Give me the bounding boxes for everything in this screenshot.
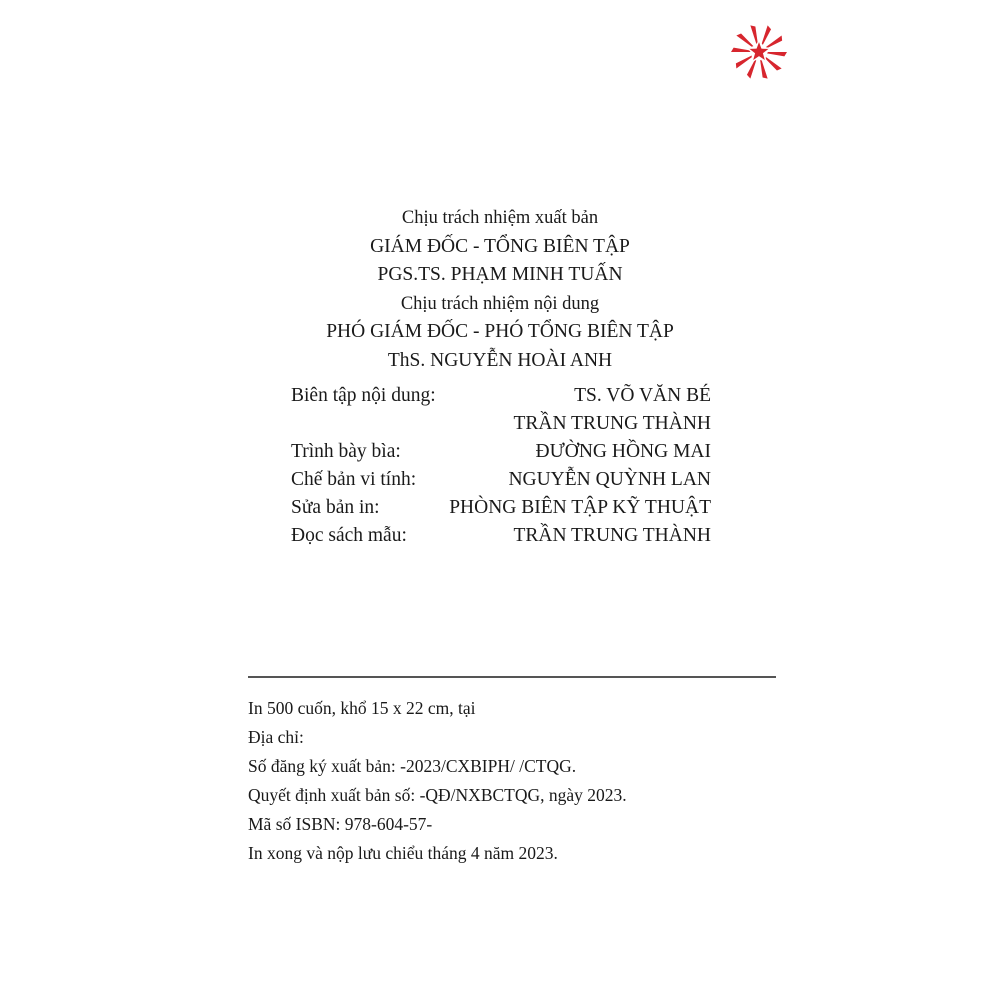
publishing-director-name: PGS.TS. PHẠM MINH TUẤN (377, 264, 623, 285)
logo-ray (736, 56, 752, 69)
credit-row (291, 522, 711, 550)
credit-value: ĐƯỜNG HỒNG MAI (535, 441, 711, 462)
credit-row (291, 438, 711, 466)
credit-label: Trình bày bìa: (291, 441, 401, 462)
deputy-director-name: ThS. NGUYỄN HOÀI ANH (387, 349, 613, 371)
credit-row (291, 466, 711, 494)
content-responsibility-label: Chịu trách nhiệm nội dung (400, 293, 600, 314)
logo-ray (736, 34, 753, 47)
print-run-line: In 500 cuốn, khổ 15 x 22 cm, tại (248, 698, 476, 718)
credit-label: Chế bản vi tính: (291, 469, 417, 490)
star-logo-icon (729, 22, 789, 82)
logo-ray (750, 25, 758, 44)
responsibility-block (200, 204, 800, 375)
credit-value: NGUYỄN QUỲNH LAN (508, 469, 711, 490)
logo-ray (766, 36, 782, 49)
publishing-director-title: GIÁM ĐỐC - TỔNG BIÊN TẬP (370, 235, 630, 257)
logo-ray (767, 52, 787, 56)
deputy-director-title: PHÓ GIÁM ĐỐC - PHÓ TỔNG BIÊN TẬP (326, 321, 674, 342)
isbn-line: Mã số ISBN: 978-604-57- (248, 814, 433, 834)
credit-value: PHÒNG BIÊN TẬP KỸ THUẬT (449, 497, 711, 518)
credit-value: TRẦN TRUNG THÀNH (513, 525, 711, 546)
deposit-line: In xong và nộp lưu chiểu tháng 4 năm 2023. (248, 843, 558, 863)
registration-number-line: Số đăng ký xuất bản: -2023/CXBIPH/ /CTQG. (248, 756, 577, 776)
publishing-responsibility-label: Chịu trách nhiệm xuất bản (401, 208, 599, 228)
logo-ray (762, 25, 771, 44)
credit-label: Sửa bản in: (291, 497, 380, 518)
credits-list (291, 382, 711, 550)
imprint-divider (248, 676, 776, 678)
imprint-block (248, 694, 788, 868)
credit-row (291, 410, 711, 438)
credit-value: TS. VÕ VĂN BÉ (574, 385, 711, 406)
logo-ray (765, 57, 782, 70)
credit-row (291, 494, 711, 522)
publishing-decision-line: Quyết định xuất bản số: -QĐ/NXBCTQG, ngày 2023. (248, 785, 627, 805)
credit-row (291, 382, 711, 410)
publisher-logo (729, 22, 789, 82)
credit-value: TRẦN TRUNG THÀNH (513, 413, 711, 434)
credit-label: Đọc sách mẫu: (291, 525, 407, 546)
credit-label: Biên tập nội dung: (291, 385, 436, 406)
address-line: Địa chỉ: (248, 727, 304, 747)
